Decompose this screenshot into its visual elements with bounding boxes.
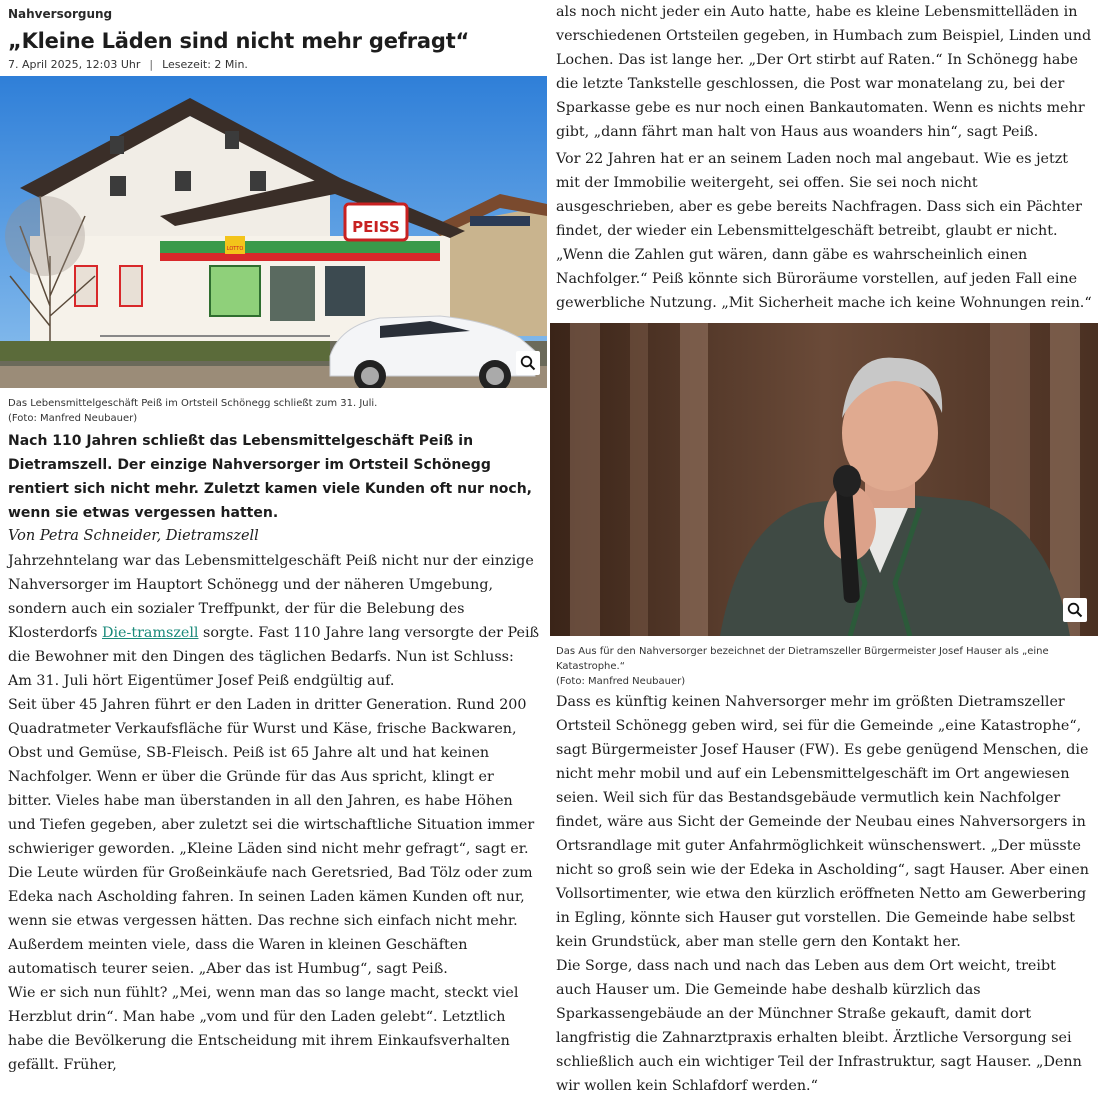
reading-time: Lesezeit: 2 Min.: [162, 58, 248, 71]
article-title: „Kleine Läden sind nicht mehr gefragt“: [8, 29, 470, 53]
body-paragraph-1: [8, 549, 541, 693]
mayor-photo-illustration: [550, 323, 1098, 636]
shop-photo[interactable]: [0, 76, 547, 388]
zoom-button-image2[interactable]: [1063, 598, 1087, 622]
body-paragraph-3: Wie er sich nun fühlt? „Mei, wenn man das so lange macht, steckt viel Herzblut drin“. Man habe „vom und für den Laden gelebt“. Letztlich habe die Bevölkerung die Entscheidung mit ihrem Einkaufsverhalten gefällt. Früher,: [8, 985, 519, 1073]
body-paragraph-6: Dass es künftig keinen Nahversorger mehr im größten Dietramszeller Ortsteil Schönegg geben wird, sei für die Gemeinde „eine Katastrophe“, sagt Bürgermeister Josef Hauser (FW). Es gebe genügend Menschen, die nicht mehr mobil und auf ein Lebensmittelgeschäft im Ort angewiesen seien. Weil sich für das Bestandsgebäude vermutlich kein Nachfolger findet, wäre aus Sicht der Gemeinde der Neubau eines Nahversorgers in Ortsrandlage mit guter Anfahrmöglichkeit wünschenswert. „Der müsste nicht so groß sein wie der Edeka in Ascholding“, sagt Hauser. Aber einen Vollsortimenter, wie etwa den kürzlich eröffneten Netto am Gewerbering in Egling, könnte sich Hauser gut vorstellen. Die Gemeinde habe selbst kein Grundstück, aber man stelle gern den Kontakt her.: [556, 694, 1089, 950]
mayor-photo[interactable]: [550, 323, 1098, 636]
meta-separator: |: [149, 58, 154, 71]
body-paragraph-7: Die Sorge, dass nach und nach das Leben aus dem Ort weicht, treibt auch Hauser um. Die Gemeinde habe deshalb kürzlich das Sparkassengebäude an der Münchner Straße gekauft, damit dort langfristig die Zahnarztpraxis erhalten bleibt. Ärztliche Versorgung sei schließlich auch ein wichtiger Teil der Infrastruktur, sagt Hauser. „Denn wir wollen kein Schlafdorf werden.“: [556, 958, 1082, 1094]
body-paragraph-5: Vor 22 Jahren hat er an seinem Laden noch mal angebaut. Wie es jetzt mit der Immobilie weitergeht, sei offen. Sie sei noch nicht ausgeschrieben, aber es gebe bereits Nachfragen. Dass sich ein Pächter findet, der wieder ein Lebensmittelgeschäft betreibt, glaubt er nicht. „Wenn die Zahlen gut wären, dann gäbe es wahrscheinlich einen Nachfolger.“ Peiß könnte sich Büroräume vorstellen, auf jeden Fall eine gewerbliche Nutzung. „Mit Sicherheit mache ich keine Wohnungen rein.“: [556, 151, 1092, 311]
image2-caption-text: Das Aus für den Nahversorger bezeichnet der Dietramszeller Bürgermeister Josef Hauser als „eine Katastrophe.“: [556, 646, 1049, 672]
left-column: [0, 0, 547, 1077]
dietramszell-link[interactable]: Die-tramszell: [102, 625, 199, 641]
shop-sign: PEISS: [352, 218, 400, 236]
article-kicker: Nahversorgung: [8, 7, 113, 21]
article-meta: [8, 58, 547, 72]
paragraph-1-text-end: sorgte. Fast 110 Jahre lang versorgte der Peiß die Bewohner mit den Dingen des täglichen Bedarfs. Nun ist Schluss: Am 31. Juli hört Eigentümer Josef Peiß endgültig auf.: [8, 625, 540, 689]
zoom-button-image1[interactable]: [516, 351, 540, 375]
body-paragraph-2: Seit über 45 Jahren führt er den Laden in dritter Generation. Rund 200 Quadratmeter Verkaufsfläche für Wurst und Käse, frische Backwaren, Obst und Gemüse, SB-Fleisch. Peiß ist 65 Jahre alt und hat keinen Nachfolger. Wenn er über die Gründe für das Aus spricht, klingt er bitter. Vieles habe man überstanden in all den Jahren, es habe Höhen und Tiefen gegeben, aber zuletzt sei die wirtschaftliche Situation immer schwieriger geworden. „Kleine Läden sind nicht mehr gefragt“, sagt er. Die Leute würden für Großeinkäufe nach Geretsried, Bad Tölz oder zum Edeka nach Ascholding fahren. In seinen Laden kämen Kunden oft nur, wenn sie etwas vergessen hätten. Das rechne sich einfach nicht mehr. Außerdem meinten viele, dass die Waren in kleinen Geschäften automatisch teurer seien. „Aber das ist Humbug“, sagt Peiß.: [8, 697, 535, 977]
article-lead: Nach 110 Jahren schließt das Lebensmittelgeschäft Peiß in Dietramszell. Der einzige Nahversorger im Ortsteil Schönegg rentiert sich nicht mehr. Zuletzt kamen viele Kunden oft nur noch, wenn sie etwas vergessen hatten.: [8, 433, 532, 521]
shop-photo-illustration: [0, 76, 547, 388]
image1-caption: [0, 396, 547, 426]
publish-date: 7. April 2025, 12:03 Uhr: [8, 58, 141, 71]
magnifier-icon: [1067, 602, 1083, 618]
body-paragraph-4: als noch nicht jeder ein Auto hatte, habe es kleine Lebensmittelläden in verschiedenen Ortsteilen gegeben, in Humbach zum Beispiel, Linden und Lochen. Das ist lange her. „Der Ort stirbt auf Raten.“ In Schönegg habe die letzte Tankstelle geschlossen, die Post war monatelang zu, bei der Sparkasse gebe es nur noch einen Bankautomaten. Wenn es nichts mehr gibt, „dann fährt man halt von Haus aus woanders hin“, sagt Peiß.: [556, 4, 1092, 140]
paragraph-1-text-start: Jahrzehntelang war das Lebensmittelgeschäft Peiß nicht nur der einzige Nahversorger im Hauptort Schönegg und der näheren Umgebung, sondern auch ein sozialer Treffpunkt, der für die Belebung des Klosterdorfs: [8, 553, 534, 641]
image2-caption: [550, 644, 1098, 689]
magnifier-icon: [520, 355, 536, 371]
right-column: [550, 0, 1098, 1098]
lotto-sign: LOTTO: [226, 246, 244, 252]
author-byline: Von Petra Schneider, Dietramszell: [8, 528, 259, 544]
image2-credit: (Foto: Manfred Neubauer): [556, 676, 686, 687]
image1-credit: (Foto: Manfred Neubauer): [8, 413, 138, 424]
image1-caption-text: Das Lebensmittelgeschäft Peiß im Ortsteil Schönegg schließt zum 31. Juli.: [8, 398, 378, 409]
